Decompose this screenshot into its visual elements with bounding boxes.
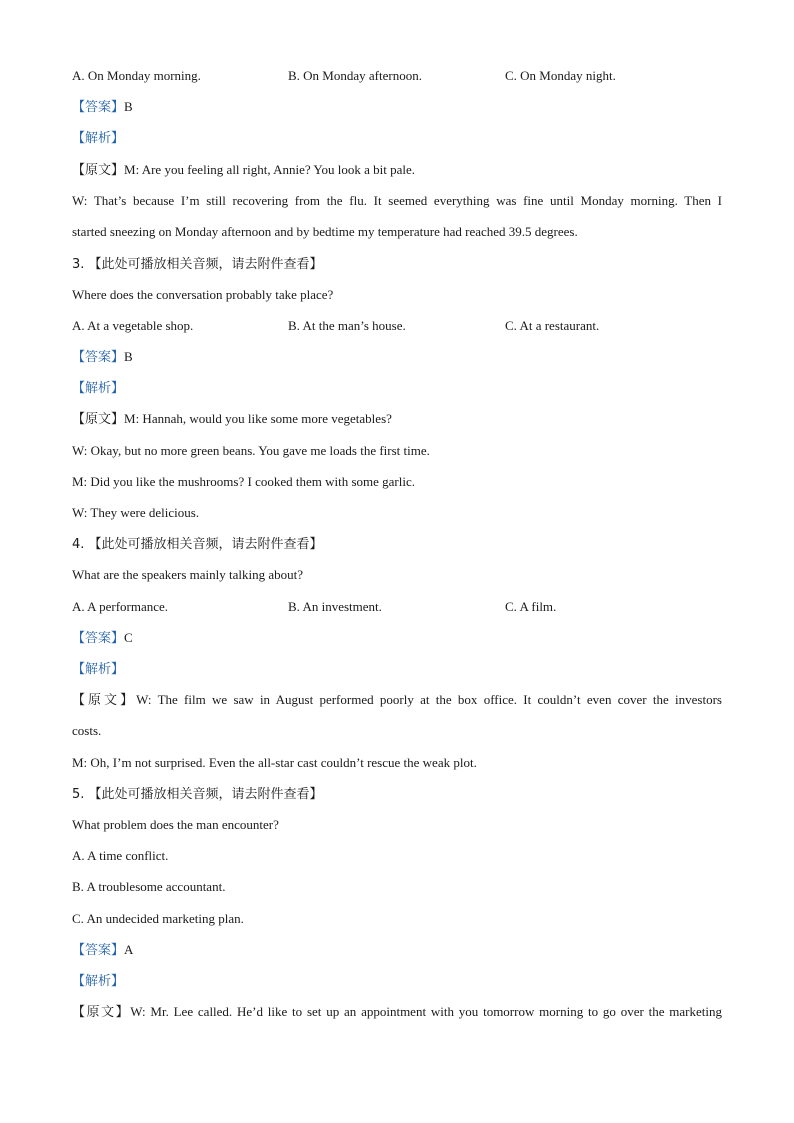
- q3-heading: 3. 【此处可播放相关音频，请去附件查看】: [72, 257, 323, 272]
- q4-script-line-2: costs.: [72, 723, 102, 738]
- answer-tag: 【答案】: [72, 631, 125, 646]
- answer-value: A: [124, 942, 134, 957]
- q3-script-line-4: W: They were delicious.: [72, 505, 200, 520]
- q5-heading: 5. 【此处可播放相关音频，请去附件查看】: [72, 787, 323, 802]
- analysis-tag: 【解析】: [72, 662, 125, 677]
- q4-question: What are the speakers mainly talking about?: [72, 567, 304, 582]
- q2-option-b: B. On Monday afternoon.: [288, 68, 422, 83]
- q3-option-c: C. At a restaurant.: [505, 318, 600, 333]
- q3-script-line-3: M: Did you like the mushrooms? I cooked them with some garlic.: [72, 474, 415, 489]
- q5-analysis: [72, 973, 722, 990]
- q4-option-b: B. An investment.: [288, 599, 382, 614]
- q4-analysis: [72, 661, 722, 678]
- answer-value: B: [124, 99, 133, 114]
- q4-option-c: C. A film.: [505, 599, 557, 614]
- q2-analysis: [72, 130, 722, 147]
- q3-script-line-1: 【原文】M: Hannah, would you like some more vegetables?: [72, 411, 392, 427]
- q3-script-line-2: W: Okay, but no more green beans. You gave me loads the first time.: [72, 443, 430, 458]
- script-tag: 【原文】: [72, 412, 125, 427]
- analysis-tag: 【解析】: [72, 131, 125, 146]
- q5-question: What problem does the man encounter?: [72, 817, 279, 832]
- q5-option-b: B. A troublesome accountant.: [72, 879, 226, 894]
- answer-value: C: [124, 630, 133, 645]
- q2-script-line-1: 【原文】M: Are you feeling all right, Annie? You look a bit pale.: [72, 162, 416, 178]
- q3-question: Where does the conversation probably take place?: [72, 287, 334, 302]
- q2-option-c: C. On Monday night.: [505, 68, 616, 83]
- q5-script-line-1: 【原文】W: Mr. Lee called. He’d like to set up an appointment with you tomorrow morning to go over the marketing: [72, 1004, 722, 1020]
- script-tag: 【原文】: [72, 163, 125, 178]
- q4-script-line-1: 【原文】W: The film we saw in August performed poorly at the box office. It couldn’t even cover the investors: [72, 692, 722, 708]
- q5-option-c: C. An undecided marketing plan.: [72, 911, 244, 926]
- analysis-tag: 【解析】: [72, 974, 125, 989]
- script-tag: 【原文】: [72, 693, 137, 708]
- q4-option-a: A. A performance.: [72, 599, 169, 614]
- answer-tag: 【答案】: [72, 943, 125, 958]
- q3-option-a: A. At a vegetable shop.: [72, 318, 194, 333]
- q2-script-line-2: W: That’s because I’m still recovering from the flu. It seemed everything was fine until Monday morning. Then I: [72, 193, 722, 208]
- script-tag: 【原文】: [72, 1005, 131, 1020]
- answer-tag: 【答案】: [72, 350, 125, 365]
- q2-option-a: A. On Monday morning.: [72, 68, 201, 83]
- q4-answer: [72, 630, 722, 647]
- q5-answer: [72, 942, 722, 959]
- q2-answer: [72, 99, 722, 116]
- answer-value: B: [124, 349, 133, 364]
- q3-answer: [72, 349, 722, 366]
- answer-tag: 【答案】: [72, 100, 125, 115]
- q4-script-line-3: M: Oh, I’m not surprised. Even the all-star cast couldn’t rescue the weak plot.: [72, 755, 477, 770]
- analysis-tag: 【解析】: [72, 381, 125, 396]
- q5-option-a: A. A time conflict.: [72, 848, 169, 863]
- q2-script-line-3: started sneezing on Monday afternoon and by bedtime my temperature had reached 39.5 degrees.: [72, 224, 578, 239]
- q4-heading: 4. 【此处可播放相关音频，请去附件查看】: [72, 537, 323, 552]
- q3-analysis: [72, 380, 722, 397]
- q3-option-b: B. At the man’s house.: [288, 318, 406, 333]
